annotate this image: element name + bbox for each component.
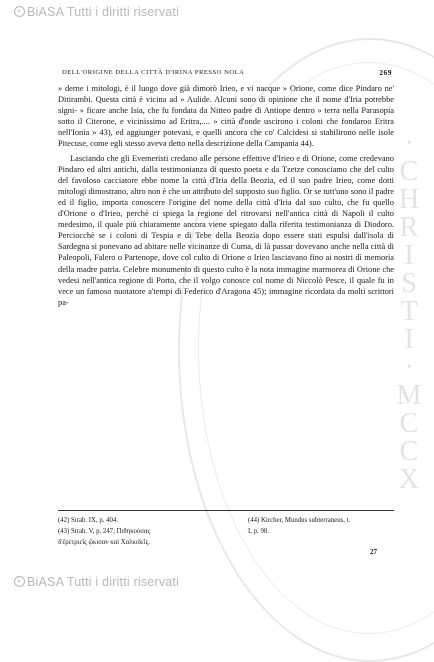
footnote-42: (42) Strab. IX, p. 404. [58,517,119,524]
paragraph-main: Lasciando che gli Evemeristi credano alle persone effettive d'Irieo e di Orione, come credevano Pindaro ed altri antichi, dalla testimonianza di questo poeta e da Tzetze conosciamo che del culto del favoloso cacciatore ebbe nome la città d'Iria della Beozia, ed il suo padre Irieo, come dotti mitologi dimostrano, altro non è che un attributo del supposto suo figlio. Or se tutt'uno sono il padre ed il figlio, importa conoscere l'origine del nome della città d'Iria dal suo culto, che fu quello d'Orione o d'Irieo, perchè ci spiega la regione del ritrovarsi nell'antica città di Napoli il culto medesimo, il quale più chiaramente ancora viene spiegato dalla riferita testimonianza di Diodoro. Perciocchè se i coloni di Tespia e di Tebe della Beozia dopo essere stati espulsi dall'isola di Sardegna si ponevano ad abitare nelle vicinanze di Cuma, di là passar dovevano anche nella città di Paleopoli, Falero o Partenope, dove col culto di Orione o Irieo lasciavano fino ai nostri dì memoria della madre patria. Celebre monumento di questo culto è la nota immagine marmorea di Orione che vedesi nell'antica regione di Porto, che il volgo conosce col nome di Niccolò Pesce, il quale fu in vece un famoso nuotatore a'tempi di Federico d'Aragona 45); immagine ricordata da molti scrittori pa- [58,153,394,307]
footnotes-right-column [248,515,398,537]
library-logo-icon [14,6,25,17]
watermark-top-text: BiASA Tutti i diritti riservati [27,5,180,19]
watermark-top [14,5,434,19]
page-header [62,68,392,80]
library-seal-lettering: · C H R I S T I · M C C X [396,128,424,495]
watermark-bottom-text: BiASA Tutti i diritti riservati [27,575,180,589]
footnote-43-continued: δ'ἐρετριεῖς ᾤκισαν καὶ Χαλκιδεῖς. [58,539,150,546]
page-number: 269 [379,68,392,77]
footnote-divider [58,510,394,511]
signature-mark: 27 [370,548,377,556]
running-title: DELL'ORIGINE DELLA CITTÀ D'IRINA PRESSO NOLA [62,69,245,76]
watermark-bottom [14,575,434,589]
footnote-44: (44) Kircher, Mundus subterraneus, t. [248,517,351,524]
footnote-44-continued: I, p. 98. [248,528,269,535]
library-logo-icon [14,576,25,587]
page-body [58,83,394,308]
footnote-43: (43) Strab. V, p. 247; Πιθηκούσας [58,528,151,535]
footnotes-left-column [58,515,228,548]
paragraph-quotation: » derne i mitologi, è il luogo dove già dimorò Irieo, e vi nacque » Orione, come dice Pindaro ne' Ditirambi. Questa città è vicina ad » Aulide. Alcuni sono di opinione che il nome d'Iria potrebbe signi- » ficare anche Isia, che fu fondata da Nitteo padre di Antiope dentro » terra nella Parasopia sotto il Citerone, e vicinissimo ad Eritra,.... » città d'onde uscirono i coloni che fondaroo Eritra nell'Ionia » 43), ed aggiunger potevasi, e quelli ancora che co' Calcidesi si stabilirono nelle isole Pitecuse, come egli stesso aveva detto nella descrizione della Campania 44). [58,84,394,149]
